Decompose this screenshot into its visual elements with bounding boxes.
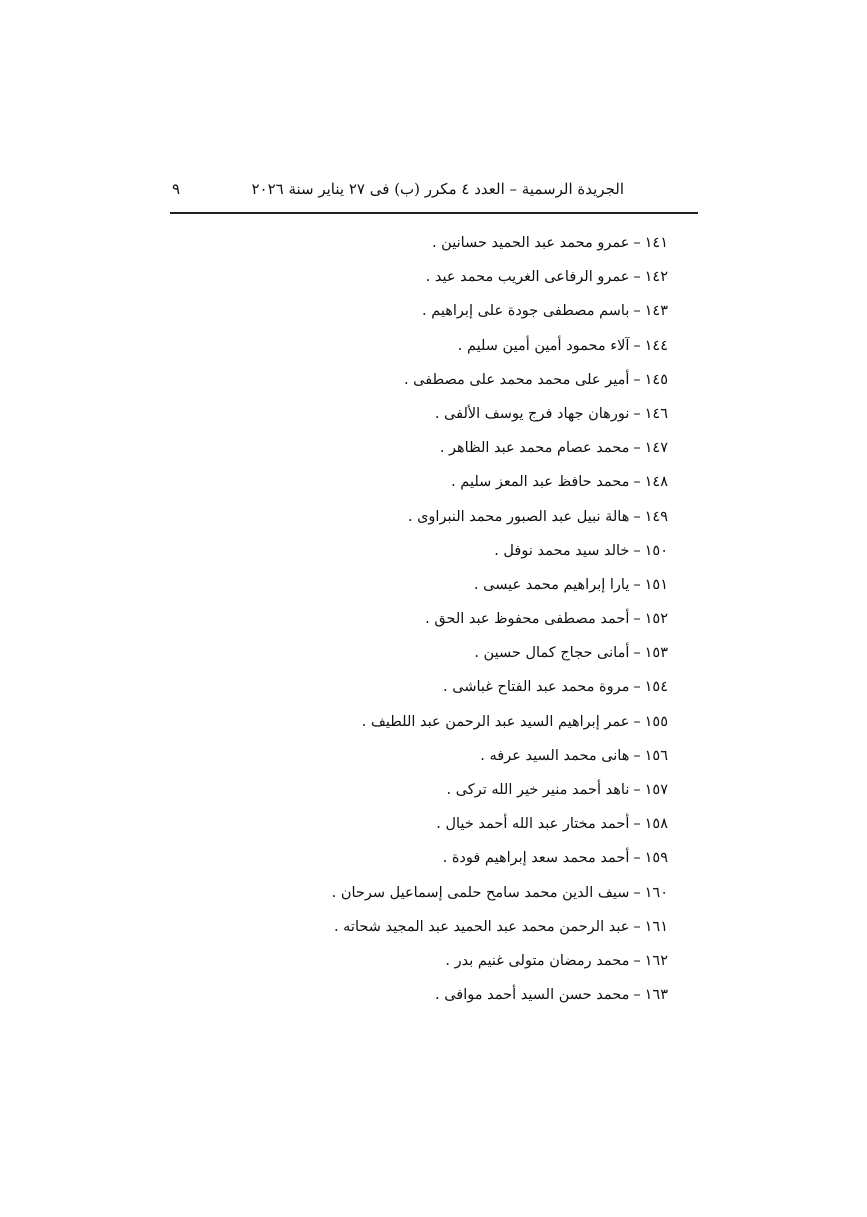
list-item <box>332 910 668 944</box>
entry-name: عبد الرحمن محمد عبد الحميد عبد المجيد شحاته . <box>333 918 630 935</box>
entry-number: ١٤٨ <box>644 474 668 491</box>
entry-dash: – <box>633 508 641 525</box>
entry-name: عمرو محمد عبد الحميد حسانين . <box>431 235 630 251</box>
entry-number: ١٦٢ <box>644 952 668 969</box>
entry-dash: – <box>633 303 641 320</box>
entry-dash: – <box>633 850 641 867</box>
entry-number: ١٤٢ <box>644 269 668 286</box>
list-item <box>332 705 668 739</box>
entry-number: ١٥٣ <box>644 645 668 662</box>
entry-name: آلاء محمود أمين أمين سليم . <box>457 337 630 354</box>
entry-name: ناهد أحمد منير خير الله تركى . <box>446 782 630 798</box>
entry-dash: – <box>633 269 641 286</box>
entry-dash: – <box>633 816 641 833</box>
entry-number: ١٥٢ <box>644 611 668 628</box>
entry-name: أحمد محمد سعد إبراهيم فودة . <box>442 850 630 867</box>
entry-number: ١٥١ <box>644 576 668 593</box>
entry-dash: – <box>633 440 641 457</box>
entry-number: ١٤٣ <box>644 303 668 320</box>
entry-dash: – <box>633 713 641 730</box>
list-item <box>332 534 668 568</box>
entry-number: ١٥٠ <box>644 542 668 559</box>
entry-number: ١٥٦ <box>644 747 668 764</box>
entry-dash: – <box>633 405 641 422</box>
entry-name: محمد حسن السيد أحمد موافى . <box>435 987 630 1004</box>
entry-name: محمد حافظ عبد المعز سليم . <box>451 474 630 491</box>
entry-dash: – <box>633 747 641 764</box>
entry-name: محمد رمضان متولى غنيم بدر . <box>445 952 630 969</box>
entry-number: ١٤١ <box>644 235 668 251</box>
entry-number: ١٤٤ <box>644 337 668 354</box>
list-item <box>332 568 668 602</box>
entry-dash: – <box>633 611 641 628</box>
list-item <box>332 807 668 841</box>
gazette-header-title: الجريدة الرسمية – العدد ٤ مكرر (ب) فى ٢٧ يناير سنة ٢٠٢٦ <box>251 180 624 198</box>
entry-number: ١٥٤ <box>644 679 668 696</box>
entry-name: يارا إبراهيم محمد عيسى . <box>473 576 630 593</box>
entry-name: نورهان جهاد فرج يوسف الألفى . <box>434 405 630 422</box>
entry-dash: – <box>633 337 641 354</box>
list-item <box>332 226 668 260</box>
entry-dash: – <box>633 884 641 901</box>
names-list <box>332 226 668 1012</box>
entry-name: عمرو الرفاعى الغريب محمد عيد . <box>425 269 630 286</box>
entry-dash: – <box>633 679 641 696</box>
entry-dash: – <box>633 542 641 559</box>
entry-name: مروة محمد عبد الفتاح غباشى . <box>443 679 630 696</box>
entry-name: خالد سيد محمد نوفل . <box>494 542 630 559</box>
entry-number: ١٤٩ <box>644 508 668 525</box>
entry-name: أمانى حجاج كمال حسين . <box>474 645 630 662</box>
entry-dash: – <box>633 371 641 388</box>
page-number: ٩ <box>172 180 181 198</box>
entry-name: هالة نبيل عبد الصبور محمد النبراوى . <box>407 508 630 525</box>
entry-name: أحمد مصطفى محفوظ عبد الحق . <box>425 611 630 628</box>
list-item <box>332 841 668 875</box>
entry-dash: – <box>633 918 641 935</box>
list-item <box>332 773 668 807</box>
list-item <box>332 500 668 534</box>
list-item <box>332 876 668 910</box>
list-item <box>332 670 668 704</box>
list-item <box>332 602 668 636</box>
list-item <box>332 636 668 670</box>
entry-number: ١٤٦ <box>644 405 668 422</box>
list-item <box>332 431 668 465</box>
entry-name: أمير على محمد محمد على مصطفى . <box>403 371 630 388</box>
entry-number: ١٤٥ <box>644 371 668 388</box>
entry-number: ١٦٠ <box>644 884 668 901</box>
entry-dash: – <box>633 645 641 662</box>
entry-dash: – <box>633 235 641 251</box>
entry-name: سيف الدين محمد سامح حلمى إسماعيل سرحان . <box>331 884 630 901</box>
entry-dash: – <box>633 952 641 969</box>
entry-dash: – <box>633 987 641 1004</box>
entry-dash: – <box>633 474 641 491</box>
entry-number: ١٥٨ <box>644 816 668 833</box>
entry-number: ١٥٩ <box>644 850 668 867</box>
list-item <box>332 978 668 1012</box>
entry-name: باسم مصطفى جودة على إبراهيم . <box>421 303 630 320</box>
entry-name: أحمد مختار عبد الله أحمد خيال . <box>436 816 630 833</box>
list-item <box>332 465 668 499</box>
list-item <box>332 739 668 773</box>
entry-number: ١٤٧ <box>644 440 668 457</box>
entry-dash: – <box>633 576 641 593</box>
entry-number: ١٦٣ <box>644 987 668 1004</box>
list-item <box>332 944 668 978</box>
list-item <box>332 329 668 363</box>
list-item <box>332 363 668 397</box>
entry-number: ١٥٥ <box>644 713 668 730</box>
entry-number: ١٥٧ <box>644 782 668 798</box>
list-item <box>332 294 668 328</box>
list-item <box>332 397 668 431</box>
entry-dash: – <box>633 782 641 798</box>
entry-name: عمر إبراهيم السيد عبد الرحمن عبد اللطيف . <box>361 713 630 730</box>
list-item <box>332 260 668 294</box>
entry-name: محمد عصام محمد عبد الظاهر . <box>439 440 630 457</box>
entry-name: هانى محمد السيد عرفه . <box>480 747 630 764</box>
page-header <box>170 178 698 214</box>
entry-number: ١٦١ <box>644 918 668 935</box>
